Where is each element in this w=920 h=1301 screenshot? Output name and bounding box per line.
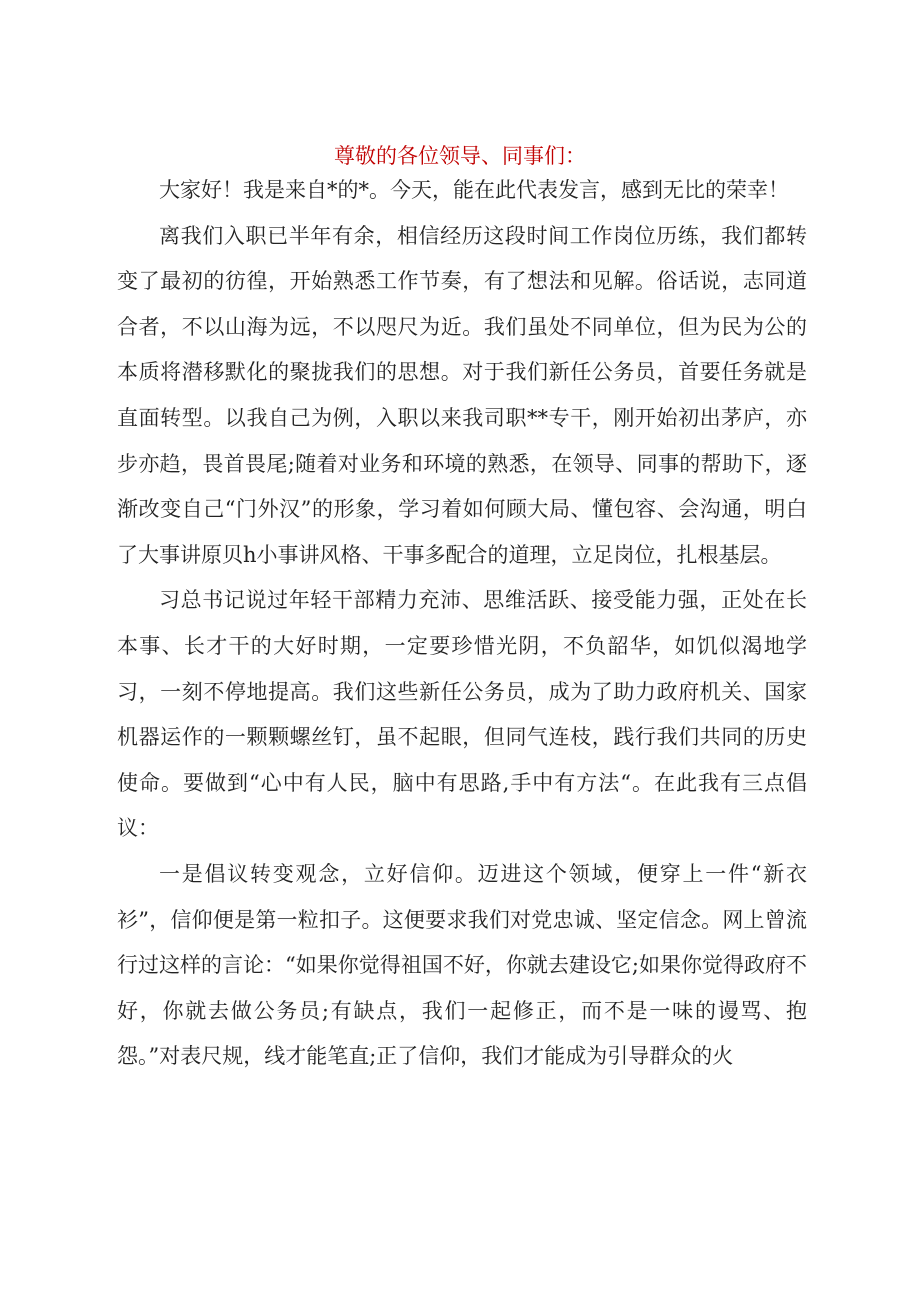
paragraph-opening: 大家好！我是来自*的*。今天，能在此代表发言，感到无比的荣幸！ — [159, 178, 789, 202]
paragraph-learning: 习总书记说过年轻干部精力充沛、思维活跃、接受能力强，正处在长本事、长才干的大好时期，一定要珍惜光阴，不负韶华，如饥似渴地学习，一刻不停地提高。我们这些新任公务员，成为了助力政府机关、国家机器运作的一颗颗螺丝钉，虽不起眼，但同气连枝，践行我们共同的历史使命。要做到“心中有人民，脑中有思路,手中有方法“。在此我有三点倡议： — [117, 588, 807, 841]
speech-body — [117, 168, 807, 1080]
speech-greeting-title: 尊敬的各位领导、同事们： — [334, 144, 586, 168]
paragraph-transition: 离我们入职已半年有余，相信经历这段时间工作岗位历练，我们都转变了最初的彷徨，开始熟悉工作节奏，有了想法和见解。俗话说，志同道合者，不以山海为远，不以咫尺为近。我们虽处不同单位，但为民为公的本质将潜移默化的聚拢我们的思想。对于我们新任公务员，首要任务就是直面转型。以我自己为例，入职以来我司职**专干，刚开始初出茅庐，亦步亦趋，畏首畏尾;随着对业务和环境的熟悉，在领导、同事的帮助下，逐渐改变自己“门外汉”的形象，学习着如何顾大局、懂包容、会沟通，明白了大事讲原贝h小事讲风格、干事多配合的道理，立足岗位，扎根基层。 — [117, 223, 807, 567]
paragraph-proposal-one: 一是倡议转变观念，立好信仰。迈进这个领域，便穿上一件“新衣衫”，信仰便是第一粒扣子。这便要求我们对党忠诚、坚定信念。网上曾流行过这样的言论：“如果你觉得祖国不好，你就去建设它;如果你觉得政府不好，你就去做公务员;有缺点，我们一起修正，而不是一味的谩骂、抱怨。”对表尺规，线才能笔直;正了信仰，我们才能成为引导群众的火 — [117, 861, 807, 1069]
